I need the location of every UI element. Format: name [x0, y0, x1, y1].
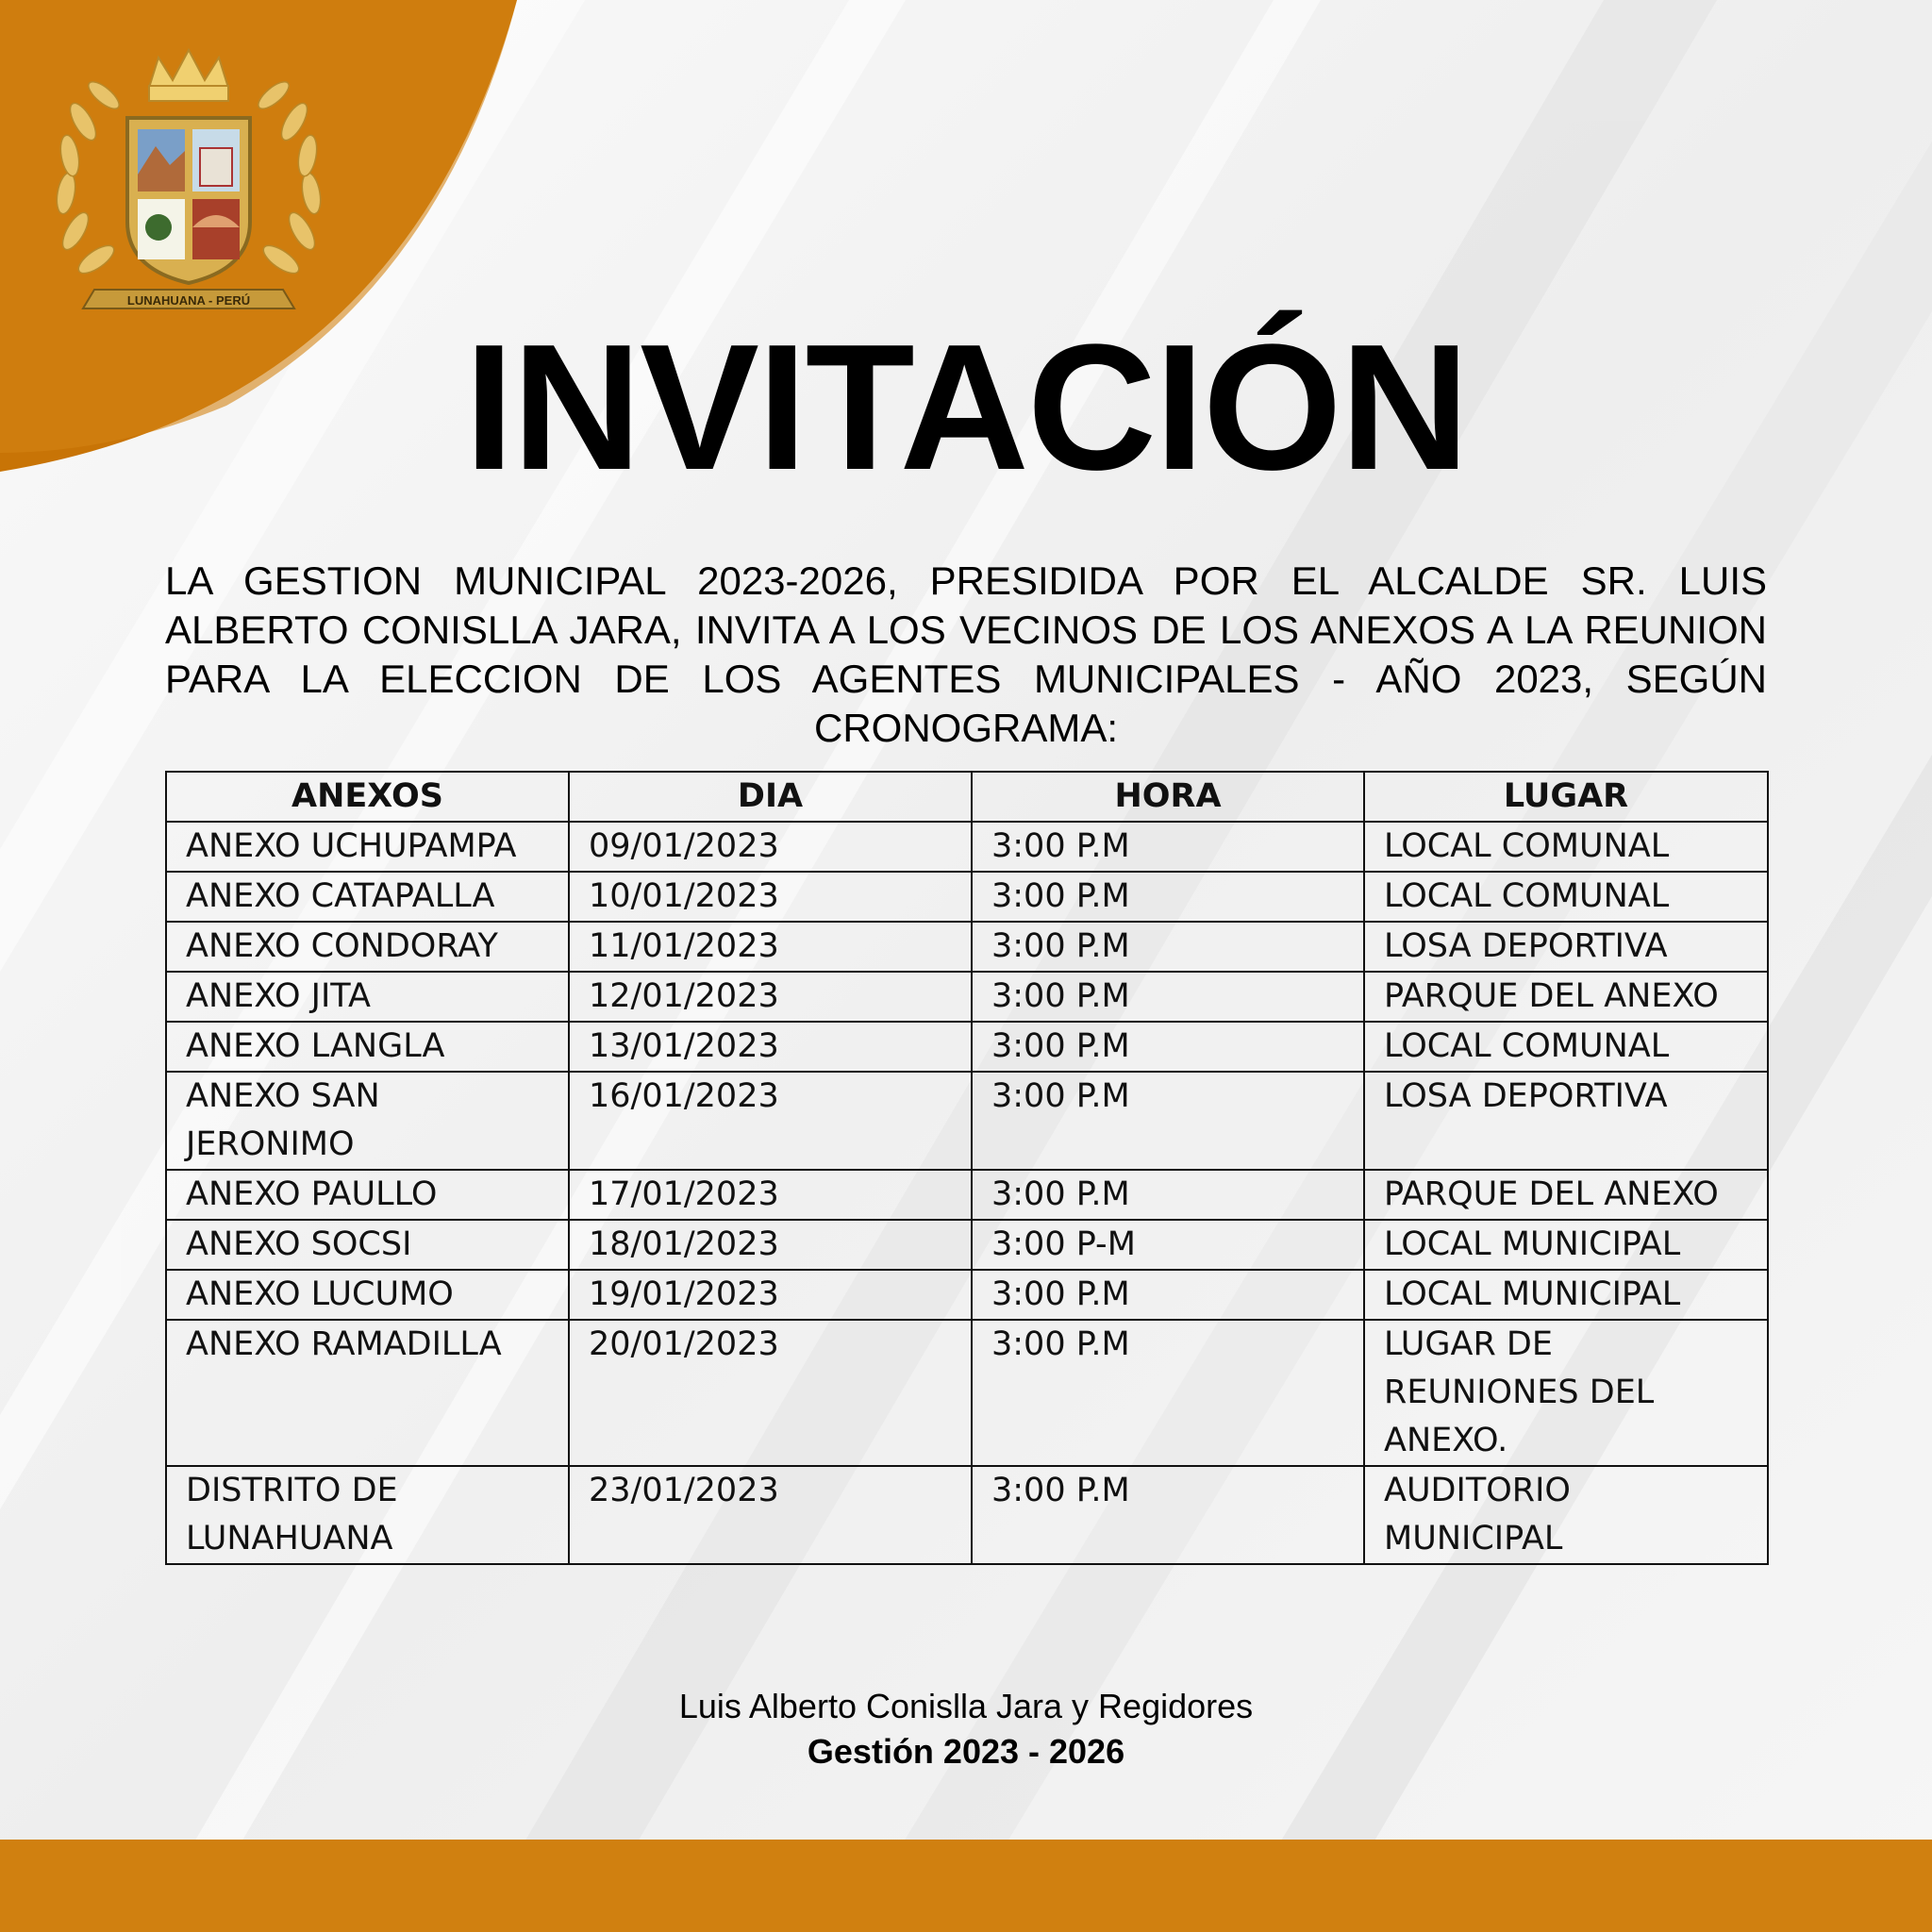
cell-lugar: LOCAL COMUNAL	[1364, 1022, 1768, 1072]
cell-hora: 3:00 P.M	[972, 872, 1364, 922]
cell-hora: 3:00 P.M	[972, 922, 1364, 972]
cell-anexo: ANEXO LANGLA	[166, 1022, 569, 1072]
table-row	[166, 1170, 1768, 1220]
cell-dia: 23/01/2023	[569, 1466, 972, 1564]
cell-hora: 3:00 P-M	[972, 1220, 1364, 1270]
cell-hora: 3:00 P.M	[972, 822, 1364, 872]
table-row	[166, 972, 1768, 1022]
header-dia: DIA	[569, 772, 972, 822]
cell-dia: 11/01/2023	[569, 922, 972, 972]
table-row	[166, 1072, 1768, 1170]
cell-anexo: ANEXO CATAPALLA	[166, 872, 569, 922]
cell-hora: 3:00 P.M	[972, 1270, 1364, 1320]
cell-hora: 3:00 P.M	[972, 1320, 1364, 1466]
cell-lugar: LOCAL MUNICIPAL	[1364, 1270, 1768, 1320]
cell-lugar: PARQUE DEL ANEXO	[1364, 972, 1768, 1022]
cell-hora: 3:00 P.M	[972, 1466, 1364, 1564]
cell-anexo: ANEXO RAMADILLA	[166, 1320, 569, 1466]
cell-anexo: DISTRITO DE LUNAHUANA	[166, 1466, 569, 1564]
table-row	[166, 1270, 1768, 1320]
emblem-motto: LUNAHUANA - PERÚ	[126, 293, 251, 308]
table-row	[166, 1466, 1768, 1564]
cell-anexo: ANEXO SOCSI	[166, 1220, 569, 1270]
header-lugar: LUGAR	[1364, 772, 1768, 822]
cell-anexo: ANEXO SAN JERONIMO	[166, 1072, 569, 1170]
cell-lugar: AUDITORIO MUNICIPAL	[1364, 1466, 1768, 1564]
cell-lugar: PARQUE DEL ANEXO	[1364, 1170, 1768, 1220]
header-hora: HORA	[972, 772, 1364, 822]
cell-dia: 20/01/2023	[569, 1320, 972, 1466]
signature-term: Gestión 2023 - 2026	[807, 1732, 1125, 1771]
cell-lugar: LOSA DEPORTIVA	[1364, 1072, 1768, 1170]
page-title: INVITACIÓN	[464, 308, 1468, 508]
cell-lugar: LOCAL MUNICIPAL	[1364, 1220, 1768, 1270]
cell-dia: 16/01/2023	[569, 1072, 972, 1170]
cell-dia: 19/01/2023	[569, 1270, 972, 1320]
cell-dia: 17/01/2023	[569, 1170, 972, 1220]
schedule-table	[165, 771, 1769, 1565]
table-header-row	[166, 772, 1768, 822]
header-anexos: ANEXOS	[166, 772, 569, 822]
table-row	[166, 872, 1768, 922]
cell-anexo: ANEXO JITA	[166, 972, 569, 1022]
cell-hora: 3:00 P.M	[972, 1022, 1364, 1072]
cell-dia: 12/01/2023	[569, 972, 972, 1022]
municipal-emblem	[38, 42, 340, 316]
cell-hora: 3:00 P.M	[972, 1072, 1364, 1170]
cell-lugar: LOSA DEPORTIVA	[1364, 922, 1768, 972]
cell-dia: 09/01/2023	[569, 822, 972, 872]
table-row	[166, 1022, 1768, 1072]
cell-dia: 13/01/2023	[569, 1022, 972, 1072]
table-row	[166, 822, 1768, 872]
cell-lugar: LOCAL COMUNAL	[1364, 872, 1768, 922]
table-row	[166, 1320, 1768, 1466]
cell-anexo: ANEXO CONDORAY	[166, 922, 569, 972]
cell-anexo: ANEXO PAULLO	[166, 1170, 569, 1220]
bottom-bar	[0, 1840, 1932, 1932]
cell-dia: 10/01/2023	[569, 872, 972, 922]
cell-hora: 3:00 P.M	[972, 1170, 1364, 1220]
cell-anexo: ANEXO LUCUMO	[166, 1270, 569, 1320]
cell-lugar: LUGAR DE REUNIONES DEL ANEXO.	[1364, 1320, 1768, 1466]
table-row	[166, 922, 1768, 972]
cell-lugar: LOCAL COMUNAL	[1364, 822, 1768, 872]
cell-dia: 18/01/2023	[569, 1220, 972, 1270]
invitation-text: LA GESTION MUNICIPAL 2023-2026, PRESIDIDA POR EL ALCALDE SR. LUIS ALBERTO CONISLLA JARA, INVITA A LOS VECINOS DE LOS ANEXOS A LA REUNION PARA LA ELECCION DE LOS AGENTES MUNICIPALES - AÑO 2023, SEGÚN CRONOGRAMA:	[165, 558, 1767, 750]
table-row	[166, 1220, 1768, 1270]
cell-anexo: ANEXO UCHUPAMPA	[166, 822, 569, 872]
cell-hora: 3:00 P.M	[972, 972, 1364, 1022]
signature-name: Luis Alberto Conislla Jara y Regidores	[678, 1687, 1254, 1725]
